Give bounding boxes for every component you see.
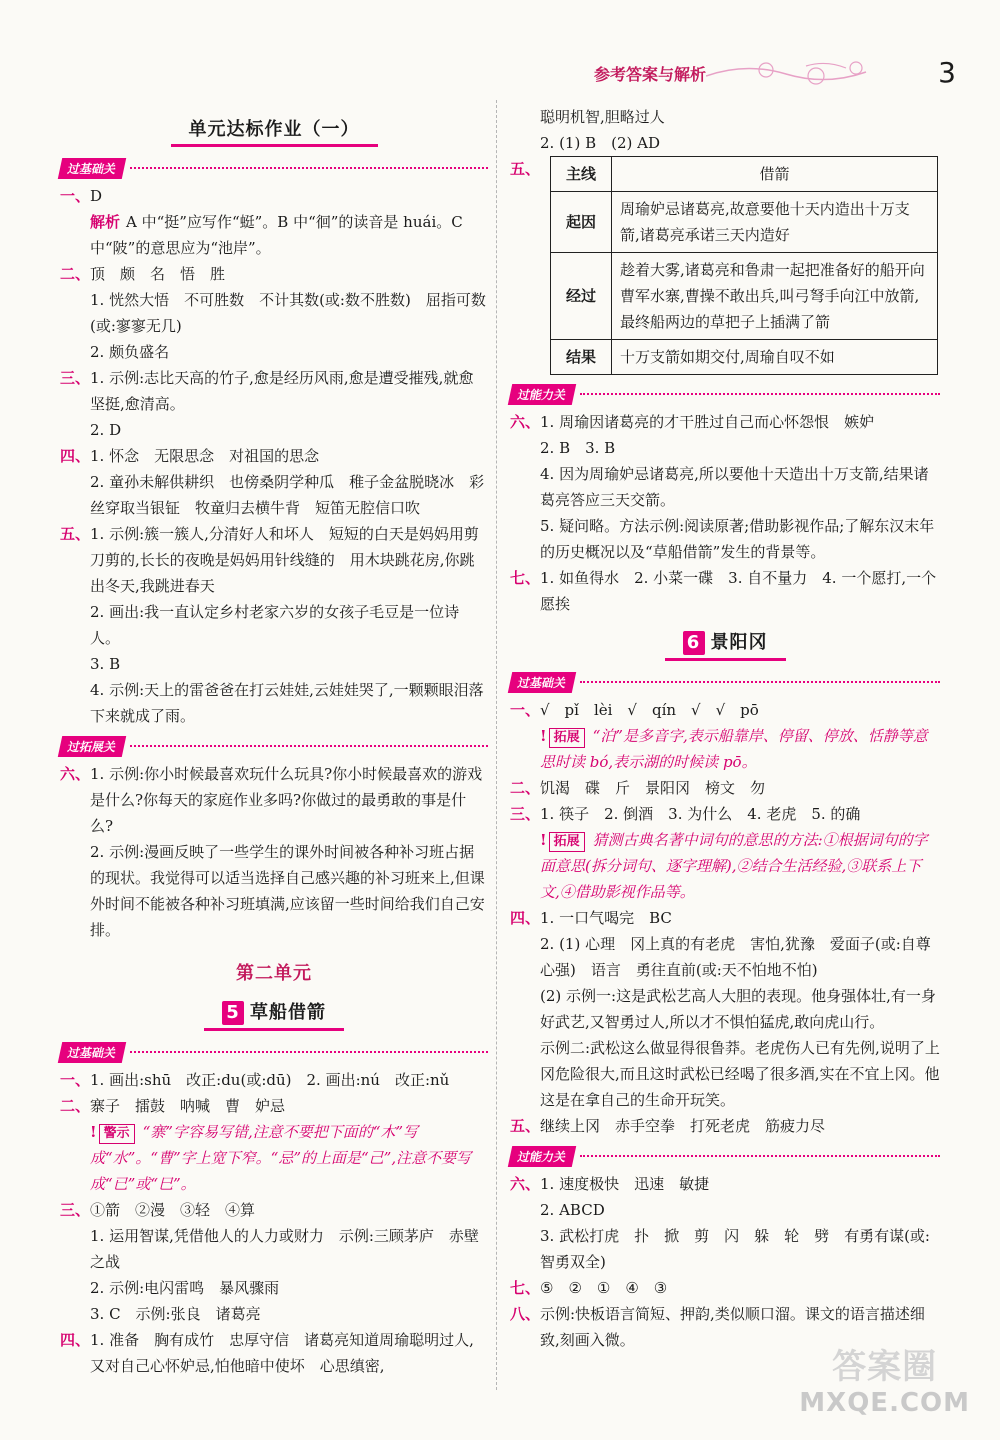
question-item: 二、 寨子 擂鼓 呐喊 曹 妒忌 [60, 1097, 286, 1115]
table-row: 经过 趁着大雾,诸葛亮和鲁肃一起把准备好的船开向曹军水寨,曹操不敢出兵,叫弓弩手向江中放箭,最终船两边的草把子上插满了箭 [551, 253, 938, 340]
floral-decoration-icon [706, 58, 906, 88]
answer-line: 3. B [90, 655, 121, 673]
question-item: 六、 1. 示例:你小时候最喜欢玩什么玩具?你小时候最喜欢的游戏是什么?你每天的家庭作业多吗?你做过的最勇敢的事是什么? [60, 765, 483, 835]
unit2-title: 第二单元 [236, 963, 312, 984]
question-item: 四、 1. 准备 胸有成竹 忠厚守信 诸葛亮知道周瑜聪明过人,又对自己心怀妒忌,怕他暗中使坏 心思缜密, [60, 1331, 474, 1375]
answer-line: 4. 示例:天上的雷爸爸在打云娃娃,云娃娃哭了,一颗颗眼泪落下来就成了雨。 [90, 681, 484, 725]
answer-line: 4. 因为周瑜妒忌诸葛亮,所以要他十天造出十万支箭,结果诸葛亮答应三天交箭。 [540, 465, 929, 509]
answer-line: 3. C 示例:张良 诸葛亮 [90, 1305, 261, 1323]
section-tag: 过基础关 [510, 671, 940, 693]
question-item: 五、 [510, 160, 541, 178]
table-row: 主线 借箭 [551, 157, 938, 192]
watermark: 答案圈 MXQE.COM [799, 1347, 970, 1418]
question-item: 三、 1. 示例:志比天高的竹子,愈是经历风雨,愈是遭受摧残,就愈坚挺,愈清高。 [60, 369, 474, 413]
question-item: 一、 1. 画出:shū 改正:du(或:dū) 2. 画出:nú 改正:nǔ [60, 1071, 450, 1089]
answer-line: 2. 示例:电闪雷鸣 暴风骤雨 [90, 1279, 280, 1297]
lesson5-title: 5 草船借箭 [60, 995, 488, 1031]
plot-table [550, 156, 938, 375]
answer-line: 聪明机智,胆略过人 [540, 108, 665, 126]
question-item: 七、 ⑤ ② ① ④ ③ [510, 1279, 668, 1297]
table-row: 结果 十万支箭如期交付,周瑜自叹不如 [551, 340, 938, 375]
question-item: 一、 √ pǐ lèi √ qín √ √ pō [510, 701, 759, 719]
table-row: 起因 周瑜妒忌诸葛亮,故意要他十天内造出十万支箭,诸葛亮承诺三天内造好 [551, 192, 938, 253]
answer-line: 2. 童孙未解供耕织 也傍桑阴学种瓜 稚子金盆脱晓冰 彩丝穿取当银钲 牧童归去横牛背 短笛无腔信口吹 [90, 473, 485, 517]
answer-line: 2. 画出:我一直认定乡村老家六岁的女孩子毛豆是一位诗人。 [90, 603, 460, 647]
extension-note: ! 拓展 “泊”是多音字,表示船靠岸、停留、停放、恬静等意思时读 bó,表示湖的时候读 pō。 [540, 727, 928, 771]
section-tag: 过基础关 [60, 1041, 488, 1063]
answer-line: (2) 示例一:这是武松艺高人大胆的表现。他身强体壮,有一身好武艺,又智勇过人,所以才不惧怕猛虎,敢向虎山行。 [540, 987, 936, 1031]
section-tag: 过拓展关 [60, 735, 488, 757]
question-item: 三、 1. 筷子 2. 倒酒 3. 为什么 4. 老虎 5. 的确 [510, 805, 861, 823]
section-tag: 过能力关 [510, 383, 940, 405]
answer-line: 示例二:武松这么做显得很鲁莽。老虎伤人已有先例,说明了上冈危险很大,而且这时武松已经喝了很多酒,实在不宜上冈。他这是在拿自己的生命开玩笑。 [540, 1039, 940, 1109]
lesson6-title: 6 景阳冈 [510, 625, 940, 661]
page-number: 3 [938, 56, 956, 89]
left-column [60, 104, 488, 1379]
question-item: 五、 继续上冈 赤手空拳 打死老虎 筋疲力尽 [510, 1117, 826, 1135]
question-item: 八、 示例:快板语言简短、押韵,类似顺口溜。课文的语言描述细致,刻画入微。 [510, 1305, 925, 1349]
question-item: 六、 1. 速度极快 迅速 敏捷 [510, 1175, 710, 1193]
answer-line: 2. 示例:漫画反映了一些学生的课外时间被各种补习班占据的现状。我觉得可以适当选择自己感兴趣的补习班来上,但课外时间不能被各种补习班填满,应该留一些时间给我们自己安排。 [90, 843, 485, 939]
section-tag: 过能力关 [510, 1145, 940, 1167]
question-item: 六、 1. 周瑜因诸葛亮的才干胜过自己而心怀怨恨 嫉妒 [510, 413, 875, 431]
column-divider [496, 100, 497, 1390]
question-item: 二、 饥渴 碟 斤 景阳冈 榜文 勿 [510, 779, 766, 797]
answer-line: 3. 武松打虎 扑 掀 剪 闪 躲 轮 劈 有勇有谋(或:智勇双全) [540, 1227, 930, 1271]
question-item: 五、 1. 示例:簇一簇人,分清好人和坏人 短短的白天是妈妈用剪刀剪的,长长的夜晚是妈妈用针线缝的 用木块跳花房,你跳出冬天,我跳进春天 [60, 525, 479, 595]
answer-line: 2. ABCD [540, 1201, 605, 1219]
extension-note: ! 拓展 猜测古典名著中词句的意思的方法:①根据词句的字面意思(拆分词句、逐字理解),②结合生活经验,③联系上下文,④借助影视作品等。 [540, 831, 928, 901]
section-tag: 过基础关 [60, 157, 488, 179]
right-column [510, 104, 940, 1353]
header-title: 参考答案与解析 [593, 65, 706, 84]
question-item: 七、 1. 如鱼得水 2. 小菜一碟 3. 自不量力 4. 一个愿打,一个愿挨 [510, 569, 937, 613]
warning-note: ! 警示 “寨”字容易写错,注意不要把下面的“木”写成“水”。“曹”字上宽下窄。“忌”的上面是“己”,注意不要写成“已”或“巳”。 [90, 1123, 472, 1193]
analysis-note: 解析 A 中“挺”应写作“蜓”。B 中“徊”的读音是 huái。C 中“陂”的意思应为“池岸”。 [90, 213, 463, 257]
question-item: 一、 D [60, 187, 103, 205]
unit1-title: 单元达标作业（一） [60, 112, 488, 147]
answer-line: 2. (1) 心理 冈上真的有老虎 害怕,犹豫 爱面子(或:自尊心强) 语言 勇往直前(或:天不怕地不怕) [540, 935, 931, 979]
answer-line: 2. 颇负盛名 [90, 343, 170, 361]
answer-line: 2. D [90, 421, 122, 439]
answer-line: 2. B 3. B [540, 439, 616, 457]
answer-line: 2. (1) B (2) AD [540, 134, 660, 152]
answer-line: 1. 运用智谋,凭借他人的人力或财力 示例:三顾茅庐 赤壁之战 [90, 1227, 479, 1271]
question-item: 四、 1. 一口气喝完 BC [510, 909, 672, 927]
question-item: 三、 ①箭 ②漫 ③轻 ④算 [60, 1201, 256, 1219]
question-item: 二、 顶 颇 名 悟 胜 [60, 265, 226, 283]
question-item: 四、 1. 怀念 无限思念 对祖国的思念 [60, 447, 320, 465]
answer-line: 5. 疑问略。方法示例:阅读原著;借助影视作品;了解东汉末年的历史概况以及“草船借箭”发生的背景等。 [540, 517, 935, 561]
answer-line: 1. 恍然大悟 不可胜数 不计其数(或:数不胜数) 屈指可数(或:寥寥无几) [90, 291, 486, 335]
